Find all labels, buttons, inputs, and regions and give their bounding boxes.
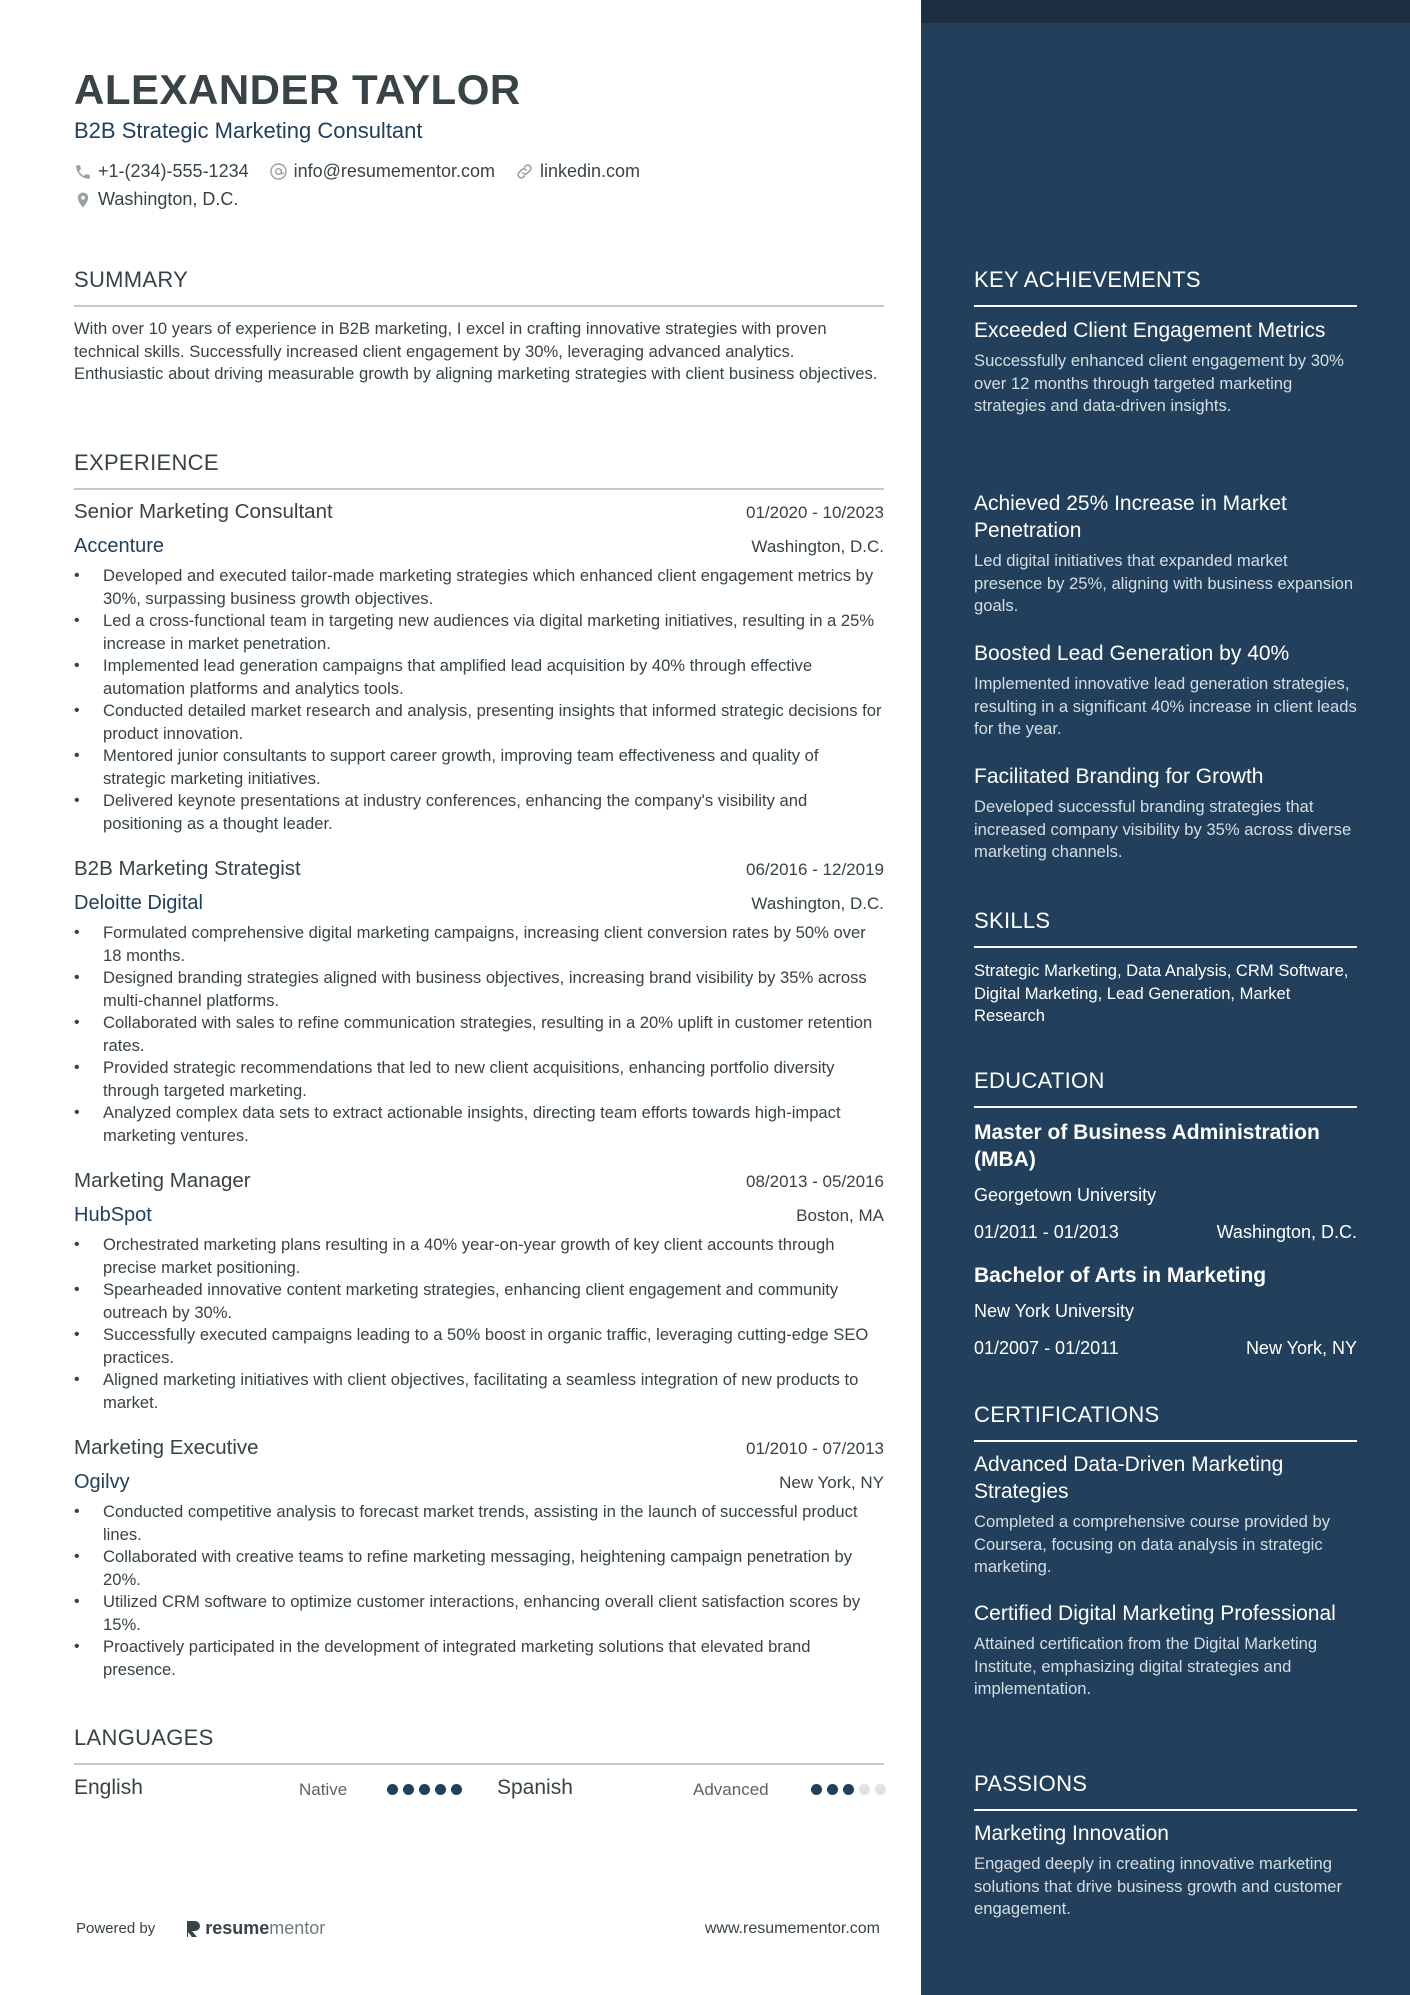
achievement-item [974, 640, 1357, 741]
bullet-item: • Collaborated with creative teams to refine marketing messaging, heightening campaign penetration by 20%. [74, 1546, 884, 1591]
certification-item [974, 1600, 1357, 1701]
brand-thin: mentor [269, 1918, 326, 1938]
location-text: Washington, D.C. [98, 189, 239, 209]
language-rating [387, 1784, 467, 1795]
passion-text: Engaged deeply in creating innovative marketing solutions that drive business growth and customer engagement. [974, 1854, 1343, 1918]
phone-icon [74, 163, 92, 181]
job-title: Marketing Manager [74, 1169, 251, 1192]
languages-heading: LANGUAGES [74, 1725, 214, 1750]
job-dates: 01/2020 - 10/2023 [745, 503, 884, 522]
achievements-divider [974, 305, 1357, 307]
skills-heading: SKILLS [974, 908, 1051, 933]
job-bullets [74, 565, 884, 835]
job-bullets [74, 922, 884, 1147]
education-degree: Bachelor of Arts in Marketing [974, 1264, 1267, 1287]
skills-text: Strategic Marketing, Data Analysis, CRM Software, Digital Marketing, Lead Generation, Market Research [974, 961, 1349, 1025]
language-name: Spanish [497, 1776, 573, 1799]
education-divider [974, 1106, 1357, 1108]
job-entry [74, 1436, 884, 1681]
location-contact [74, 189, 238, 210]
achievement-title: Achieved 25% Increase in Market Penetration [974, 492, 1287, 542]
rating-dot-filled [843, 1784, 854, 1795]
bullet-item: • Formulated comprehensive digital marketing campaigns, increasing client conversion rates by 50% over 18 months. [74, 922, 884, 967]
job-title: Marketing Executive [74, 1436, 259, 1459]
achievement-text: Led digital initiatives that expanded market presence by 25%, aligning with business expansion goals. [974, 551, 1354, 615]
education-school: New York University [974, 1301, 1135, 1321]
rating-dot-filled [387, 1784, 398, 1795]
job-location: Boston, MA [796, 1206, 884, 1225]
rating-dot-filled [811, 1784, 822, 1795]
passion-item [974, 1820, 1357, 1921]
passion-title: Marketing Innovation [974, 1822, 1169, 1845]
sidebar [921, 0, 1410, 1995]
achievement-item [974, 490, 1357, 618]
job-dates: 06/2016 - 12/2019 [745, 860, 884, 879]
bullet-item: • Delivered keynote presentations at industry conferences, enhancing the company's visibility and positioning as a thought leader. [74, 790, 884, 835]
powered-by-label: Powered by [76, 1920, 156, 1937]
rating-dot-filled [403, 1784, 414, 1795]
achievement-title: Boosted Lead Generation by 40% [974, 642, 1290, 665]
bullet-item: • Led a cross-functional team in targeting new audiences via digital marketing initiatives, resulting in a 25% increase in market penetration. [74, 610, 884, 655]
summary-text: With over 10 years of experience in B2B marketing, I excel in crafting innovative strategies with proven technical skills. Successfully increased client engagement by 30%, leveraging advanced analytics. Enthusiastic about driving measurable growth by aligning marketing strategies with client business objectives. [74, 319, 878, 383]
job-company: Deloitte Digital [74, 892, 203, 914]
certifications-heading: CERTIFICATIONS [974, 1402, 1160, 1427]
achievement-item [974, 763, 1357, 864]
certification-text: Attained certification from the Digital Marketing Institute, emphasizing digital strategies and implementation. [974, 1634, 1318, 1698]
website-link[interactable]: www.resumementor.com [704, 1920, 880, 1937]
language-name: English [74, 1776, 143, 1799]
passions-divider [974, 1809, 1357, 1811]
language-rating [811, 1784, 891, 1795]
bullet-item: • Aligned marketing initiatives with client objectives, facilitating a seamless integration of new products to market. [74, 1369, 884, 1414]
achievement-text: Successfully enhanced client engagement by 30% over 12 months through targeted marketing strategies and data-driven insights. [974, 351, 1344, 415]
candidate-name: ALEXANDER TAYLOR [74, 66, 521, 113]
brand-logo[interactable] [185, 1918, 325, 1939]
education-school: Georgetown University [974, 1185, 1157, 1205]
languages-list [74, 1776, 884, 1804]
bullet-item: • Spearheaded innovative content marketing strategies, enhancing client engagement and community outreach by 30%. [74, 1279, 884, 1324]
education-degree: Master of Business Administration (MBA) [974, 1121, 1320, 1171]
certifications-divider [974, 1440, 1357, 1442]
job-company: HubSpot [74, 1204, 152, 1226]
language-level: Native [299, 1780, 348, 1799]
achievement-title: Facilitated Branding for Growth [974, 765, 1264, 788]
job-entry [74, 857, 884, 1147]
certification-item [974, 1451, 1357, 1579]
job-dates: 08/2013 - 05/2016 [745, 1172, 884, 1191]
candidate-role: B2B Strategic Marketing Consultant [74, 118, 423, 143]
bullet-item: • Designed branding strategies aligned with business objectives, increasing brand visibility by 35% across multi-channel platforms. [74, 967, 884, 1012]
location-pin-icon [74, 190, 92, 210]
rating-dot-filled [419, 1784, 430, 1795]
education-location: Washington, D.C. [1216, 1222, 1357, 1242]
phone-contact[interactable] [74, 161, 249, 182]
sidebar-top-band [921, 0, 1410, 23]
certification-text: Completed a comprehensive course provided by Coursera, focusing on data analysis in strategic marketing. [974, 1512, 1331, 1576]
passions-heading: PASSIONS [974, 1771, 1088, 1796]
rating-dot-filled [435, 1784, 446, 1795]
job-dates: 01/2010 - 07/2013 [745, 1439, 884, 1458]
bullet-item: • Proactively participated in the development of integrated marketing solutions that elevated brand presence. [74, 1636, 884, 1681]
bullet-item: • Analyzed complex data sets to extract actionable insights, directing team efforts towards high-impact marketing ventures. [74, 1102, 884, 1147]
brand-mark-icon [185, 1919, 201, 1939]
job-title: B2B Marketing Strategist [74, 857, 301, 880]
job-entry [74, 500, 884, 835]
phone-text: +1-(234)-555-1234 [98, 161, 249, 181]
job-location: Washington, D.C. [751, 537, 884, 556]
email-contact[interactable] [269, 161, 495, 182]
location-row [74, 189, 258, 210]
bullet-item: • Implemented lead generation campaigns that amplified lead acquisition by 40% through effective automation platforms and analytics tools. [74, 655, 884, 700]
job-company: Accenture [74, 535, 165, 557]
bullet-item: • Utilized CRM software to optimize customer interactions, enhancing overall client satisfaction scores by 15%. [74, 1591, 884, 1636]
education-item [974, 1119, 1357, 1243]
achievement-item [974, 317, 1357, 418]
bullet-item: • Orchestrated marketing plans resulting in a 40% year-on-year growth of key client accounts through precise market positioning. [74, 1234, 884, 1279]
certification-title: Certified Digital Marketing Professional [974, 1602, 1336, 1625]
bullet-item: • Conducted detailed market research and analysis, presenting insights that informed strategic decisions for product innovation. [74, 700, 884, 745]
summary-divider [74, 305, 884, 307]
language-level: Advanced [693, 1780, 769, 1799]
email-text: info@resumementor.com [293, 161, 495, 181]
achievement-text: Implemented innovative lead generation strategies, resulting in a significant 40% increase in client leads for the year. [974, 674, 1357, 738]
summary-heading: SUMMARY [74, 267, 189, 292]
education-dates: 01/2007 - 01/2011 [974, 1338, 1119, 1358]
job-entry [74, 1169, 884, 1414]
job-company: Ogilvy [74, 1471, 130, 1493]
brand-bold: resume [205, 1918, 270, 1938]
bullet-item: • Mentored junior consultants to support career growth, improving team effectiveness and quality of strategic marketing initiatives. [74, 745, 884, 790]
job-location: Washington, D.C. [751, 894, 884, 913]
languages-divider [74, 1763, 884, 1765]
achievements-heading: KEY ACHIEVEMENTS [974, 267, 1201, 292]
bullet-item: • Developed and executed tailor-made marketing strategies which enhanced client engagement metrics by 30%, surpassing business growth objectives. [74, 565, 884, 610]
rating-dot-empty [859, 1784, 870, 1795]
experience-heading: EXPERIENCE [74, 450, 219, 475]
linkedin-contact[interactable] [515, 161, 640, 182]
achievement-title: Exceeded Client Engagement Metrics [974, 319, 1326, 342]
experience-divider [74, 488, 884, 490]
bullet-item: • Conducted competitive analysis to forecast market trends, assisting in the launch of successful product lines. [74, 1501, 884, 1546]
rating-dot-empty [875, 1784, 886, 1795]
education-location: New York, NY [1245, 1338, 1357, 1358]
education-item [974, 1262, 1357, 1359]
rating-dot-filled [451, 1784, 462, 1795]
job-bullets [74, 1234, 884, 1414]
job-location: New York, NY [779, 1473, 884, 1492]
achievement-text: Developed successful branding strategies that increased company visibility by 35% across diverse marketing channels. [974, 797, 1352, 861]
education-dates: 01/2011 - 01/2013 [974, 1222, 1119, 1242]
bullet-item: • Successfully executed campaigns leading to a 50% boost in organic traffic, leveraging cutting-edge SEO practices. [74, 1324, 884, 1369]
job-title: Senior Marketing Consultant [74, 500, 333, 523]
powered-by [76, 1918, 325, 1939]
linkedin-text: linkedin.com [539, 161, 641, 181]
education-heading: EDUCATION [974, 1068, 1105, 1093]
job-bullets [74, 1501, 884, 1681]
link-icon [515, 162, 534, 181]
rating-dot-filled [827, 1784, 838, 1795]
contact-row [74, 161, 660, 182]
at-icon [269, 162, 288, 181]
bullet-item: • Provided strategic recommendations that led to new client acquisitions, enhancing portfolio diversity through targeted marketing. [74, 1057, 884, 1102]
certification-title: Advanced Data-Driven Marketing Strategies [974, 1453, 1284, 1503]
bullet-item: • Collaborated with sales to refine communication strategies, resulting in a 20% uplift in customer retention rates. [74, 1012, 884, 1057]
skills-divider [974, 946, 1357, 948]
